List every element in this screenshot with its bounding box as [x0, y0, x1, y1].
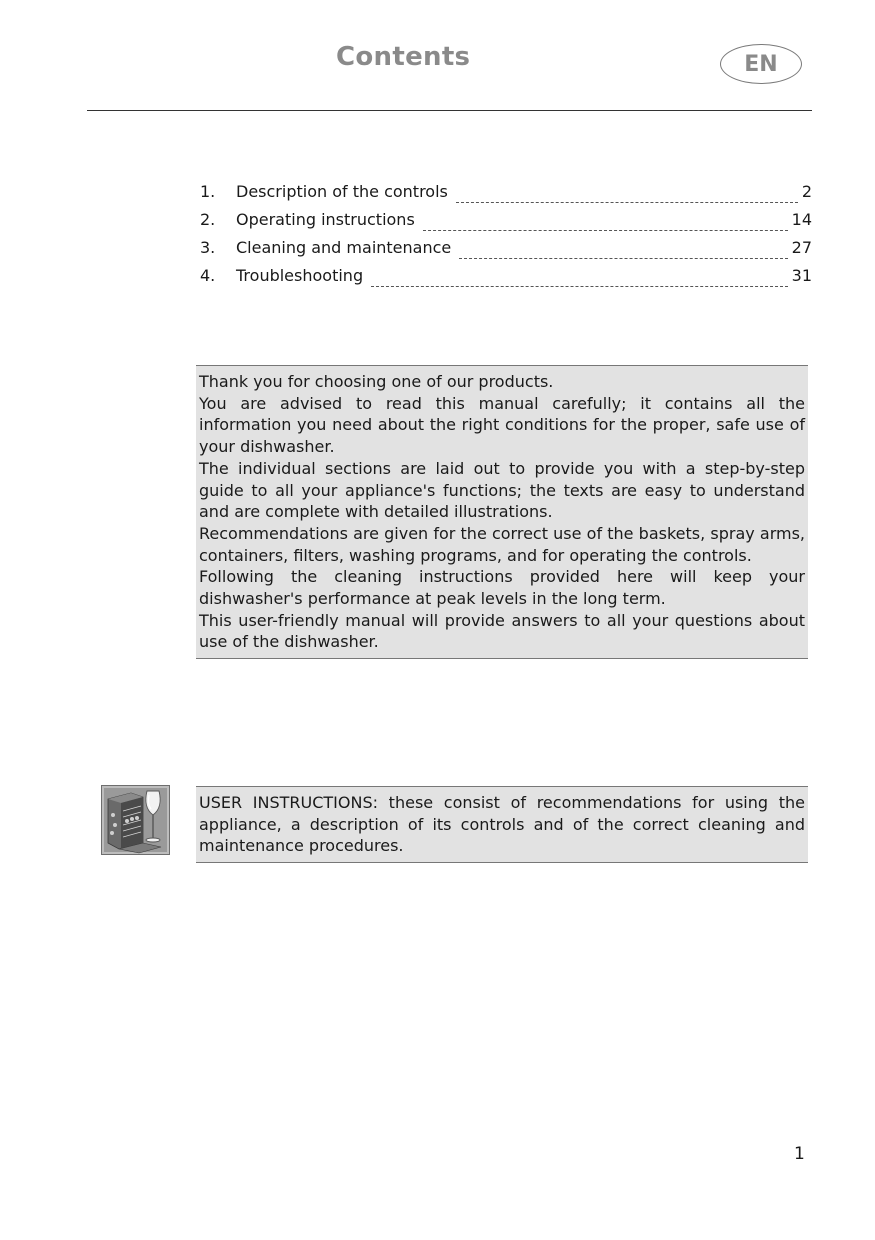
toc-leader-line: [423, 230, 788, 231]
toc-entry-page: 31: [791, 266, 812, 285]
toc-entry-number: 1.: [200, 182, 216, 201]
toc-entry-number: 4.: [200, 266, 216, 285]
intro-paragraph: Recommendations are given for the correct use of the baskets, spray arms, containers, filters, washing programs, and for operating the controls.: [199, 523, 805, 565]
page-number: 1: [794, 1144, 805, 1164]
intro-paragraph: Following the cleaning instructions provided here will keep your dishwasher's performance at peak levels in the long term.: [199, 567, 805, 609]
toc-entry-page: 14: [791, 210, 812, 229]
toc-leader-line: [459, 258, 787, 259]
toc-entry-title: Operating instructions: [236, 210, 415, 229]
intro-paragraph: The individual sections are laid out to provide you with a step-by-step guide to all your appliance's functions; the texts are easy to understand and are complete with detailed illustrations.: [199, 458, 805, 522]
toc-entry-page: 27: [791, 238, 812, 257]
toc-entry-operating-instructions[interactable]: [200, 210, 812, 238]
header-divider: [87, 110, 812, 111]
user-instructions-box: [196, 786, 808, 863]
intro-box: [196, 365, 808, 659]
toc-entry-number: 3.: [200, 238, 216, 257]
language-badge: EN: [720, 44, 802, 84]
toc-entry-title: Cleaning and maintenance: [236, 238, 452, 257]
toc-leader-line: [371, 286, 788, 287]
intro-paragraph: You are advised to read this manual carefully; it contains all the information you need about the right conditions for the proper, safe use of your dishwasher.: [199, 393, 805, 457]
toc-entry-title: Troubleshooting: [236, 266, 364, 285]
dishwasher-icon: [101, 785, 170, 855]
toc-entry-description-of-controls[interactable]: [200, 182, 812, 210]
toc-entry-title: Description of the controls: [236, 182, 448, 201]
toc-entry-page: 2: [801, 182, 812, 201]
page-title: Contents: [336, 42, 471, 72]
intro-paragraph: This user-friendly manual will provide answers to all your questions about use of the dishwasher.: [199, 610, 805, 652]
toc-entry-number: 2.: [200, 210, 216, 229]
user-instructions-text: USER INSTRUCTIONS: these consist of recommendations for using the appliance, a description of its controls and of the correct cleaning and maintenance procedures.: [199, 793, 805, 856]
toc-leader-line: [456, 202, 798, 203]
toc-entry-troubleshooting[interactable]: [200, 266, 812, 294]
toc-entry-cleaning-and-maintenance[interactable]: [200, 238, 812, 266]
table-of-contents: [200, 182, 812, 294]
intro-paragraph: Thank you for choosing one of our products.: [199, 372, 554, 391]
